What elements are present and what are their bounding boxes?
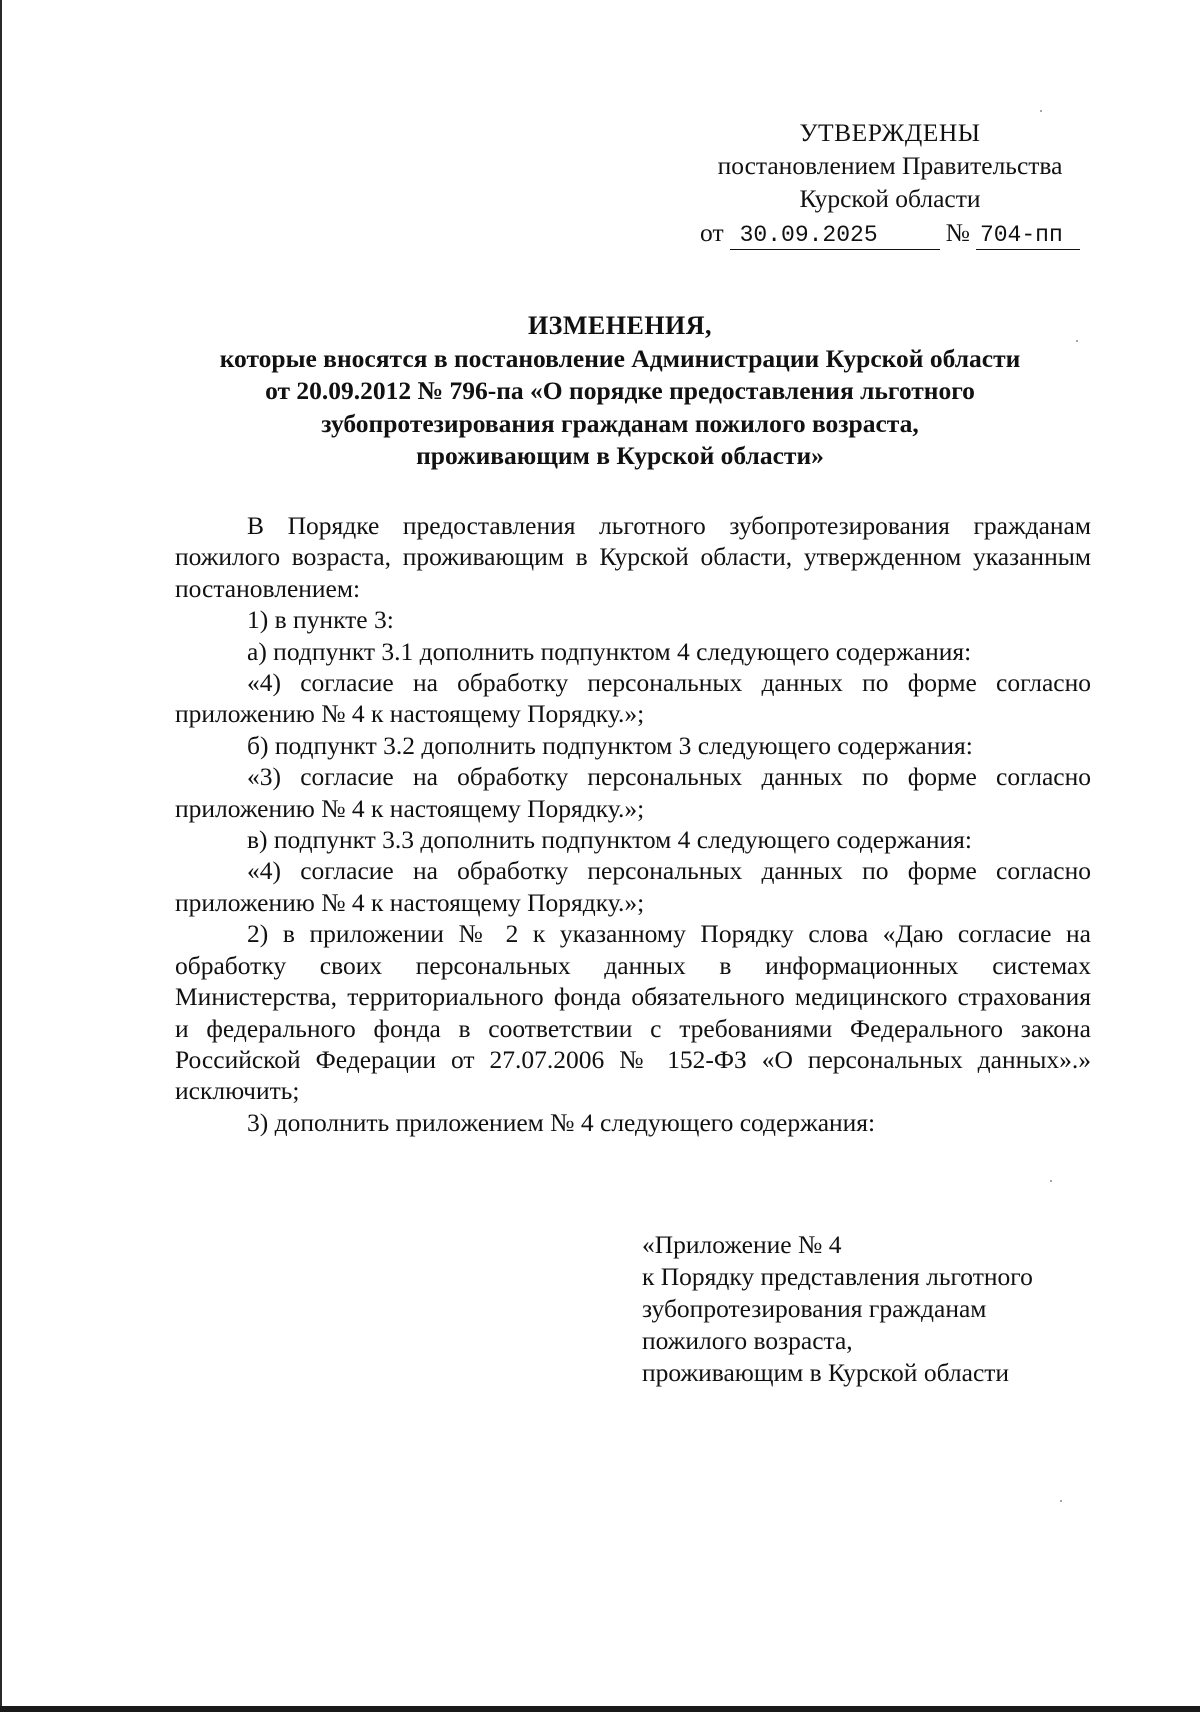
appendix-line-3: зубопротезирования гражданам: [642, 1294, 987, 1323]
approval-line-2: Курской области: [799, 184, 981, 213]
paragraph-item-2: 2) в приложении № 2 к указанному Порядку слова «Даю согласие на обработку своих персональных данных в информационных системах Министерства, территориального фонда обязательного медицинского страхования и федерального фонда в соответствии с требованиями Федерального закона Российской Федерации от 27.07.2006 № 152-ФЗ «О персональных данных».» исключить;: [175, 919, 1091, 1106]
paragraph-item-1c: в) подпункт 3.3 дополнить подпунктом 4 следующего содержания:: [247, 825, 972, 855]
appendix-line-4: пожилого возраста,: [642, 1326, 853, 1355]
appendix-header: [642, 1229, 1092, 1389]
appendix-line-1: «Приложение № 4: [642, 1230, 842, 1259]
heading-line-5: проживающим в Курской области»: [416, 441, 824, 470]
approval-date: 30.09.2025: [730, 221, 940, 250]
appendix-line-5: проживающим в Курской области: [642, 1358, 1010, 1387]
date-prefix: от: [700, 218, 724, 247]
heading-line-2: которые вносятся в постановление Администрации Курской области: [219, 343, 1021, 373]
approval-line-1: постановлением Правительства: [717, 151, 1063, 180]
approval-date-line: [690, 216, 1090, 250]
paragraph-item-1a: а) подпункт 3.1 дополнить подпунктом 4 следующего содержания:: [247, 636, 972, 666]
appendix-line-2: к Порядку представления льготного: [642, 1262, 1033, 1291]
scan-speck: [1040, 110, 1042, 112]
scan-edge-bottom: [0, 1706, 1200, 1712]
scan-speck: [1076, 340, 1078, 342]
document-body: [175, 510, 1091, 1138]
scan-speck: [1060, 1500, 1062, 1502]
scan-speck: [1050, 1180, 1052, 1182]
paragraph-intro: В Порядке предоставления льготного зубопротезирования гражданам пожилого возраста, проживающим в Курской области, утвержденном указанным постановлением:: [175, 511, 1091, 603]
approval-number: 704-пп: [976, 221, 1080, 250]
document-heading: [140, 310, 1100, 473]
heading-title: ИЗМЕНЕНИЯ,: [527, 311, 713, 340]
paragraph-item-1c-text: «4) согласие на обработку персональных данных по форме согласно приложению № 4 к настоящему Порядку.»;: [175, 856, 1091, 917]
paragraph-item-1: 1) в пункте 3:: [247, 605, 394, 635]
paragraph-item-3: 3) дополнить приложением № 4 следующего содержания:: [247, 1107, 876, 1137]
paragraph-item-1a-text: «4) согласие на обработку персональных данных по форме согласно приложению № 4 к настоящему Порядку.»;: [175, 668, 1091, 729]
paragraph-item-1b: б) подпункт 3.2 дополнить подпунктом 3 следующего содержания:: [247, 730, 973, 760]
approval-title: УТВЕРЖДЕНЫ: [799, 118, 981, 147]
paragraph-item-1b-text: «3) согласие на обработку персональных данных по форме согласно приложению № 4 к настоящему Порядку.»;: [175, 762, 1091, 823]
approval-block: [690, 116, 1090, 250]
scan-edge-left: [0, 0, 2, 1712]
heading-line-4: зубопротезирования гражданам пожилого возраста,: [321, 408, 919, 438]
number-prefix: №: [945, 218, 970, 247]
heading-line-3: от 20.09.2012 № 796-па «О порядке предоставления льготного: [265, 376, 975, 405]
